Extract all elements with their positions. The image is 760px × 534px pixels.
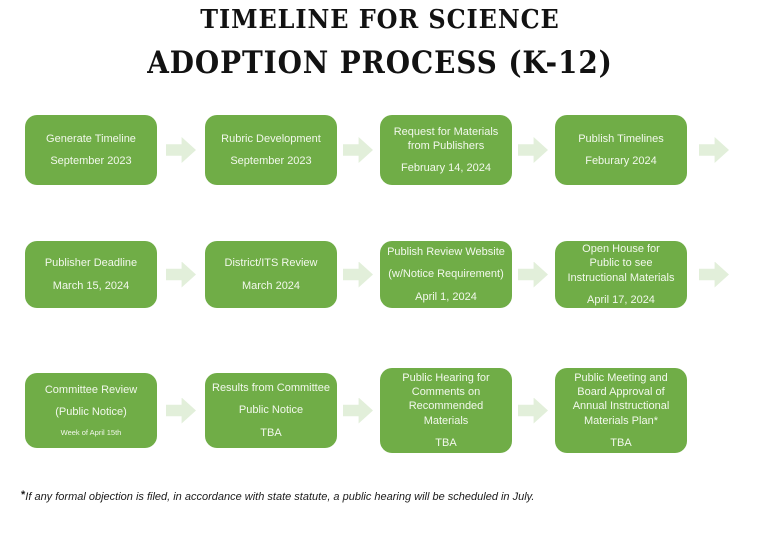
arrow-right-icon — [518, 398, 548, 424]
arrow-right-icon — [166, 398, 196, 424]
step-label: Generate Timeline — [46, 132, 136, 145]
step-label: Results from Committee — [212, 382, 330, 395]
arrow-right-icon — [518, 262, 548, 288]
step-sublabel: (Public Notice) — [55, 406, 127, 419]
step-date: Feburary 2024 — [585, 155, 657, 167]
step-results-from-committee — [205, 373, 337, 448]
step-request-materials — [380, 115, 512, 185]
step-label: District/ITS Review — [224, 257, 318, 270]
step-date: February 14, 2024 — [401, 162, 491, 175]
footnote — [21, 489, 534, 503]
step-board-approval — [555, 368, 687, 453]
footnote-asterisk: * — [21, 489, 26, 501]
step-district-its-review — [205, 241, 337, 308]
step-sublabel: (w/Notice Requirement) — [388, 268, 504, 281]
arrow-right-icon — [166, 262, 196, 288]
step-date: TBA — [260, 426, 282, 439]
step-label: Open House for Public to see Instructional Materials — [567, 242, 675, 284]
step-committee-review — [25, 373, 157, 448]
step-publish-timelines — [555, 115, 687, 185]
page-title — [0, 4, 760, 82]
arrow-right-icon — [343, 137, 373, 163]
step-date: March 15, 2024 — [52, 279, 130, 292]
title-line-1: TIMELINE FOR SCIENCE — [200, 5, 560, 35]
step-label: Rubric Development — [221, 132, 321, 145]
step-date: September 2023 — [230, 155, 312, 167]
step-rubric-development — [205, 115, 337, 185]
timeline-row-3 — [0, 368, 760, 453]
arrow-right-icon — [699, 137, 729, 163]
arrow-right-icon — [166, 137, 196, 163]
arrow-right-icon — [518, 137, 548, 163]
step-date: September 2023 — [50, 155, 132, 167]
step-label: Public Meeting and Board Approval of Annual Instructional Materials Plan* — [572, 371, 670, 427]
step-label: Publish Review Website — [387, 246, 505, 259]
timeline-row-2 — [0, 241, 760, 308]
arrow-right-icon — [343, 398, 373, 424]
step-label: Public Hearing for Comments on Recommended Materials — [402, 371, 490, 427]
step-label: Request for Materials from Publishers — [393, 125, 499, 152]
step-date: TBA — [610, 436, 632, 449]
step-open-house — [555, 241, 687, 308]
step-sublabel: Public Notice — [238, 404, 304, 417]
step-label: Committee Review — [44, 383, 138, 396]
step-date: April 1, 2024 — [415, 290, 477, 303]
arrow-right-icon — [343, 262, 373, 288]
step-public-hearing — [380, 368, 512, 453]
arrow-right-icon — [699, 262, 729, 288]
step-date: April 17, 2024 — [587, 293, 655, 306]
step-label: Publisher Deadline — [44, 257, 138, 270]
timeline-row-1 — [0, 115, 760, 185]
footnote-text: If any formal objection is filed, in accordance with state statute, a public hearing will be scheduled in July. — [25, 491, 535, 503]
step-publish-review-website — [380, 241, 512, 308]
step-date: TBA — [435, 436, 457, 449]
step-generate-timeline — [25, 115, 157, 185]
step-date: Week of April 15th — [60, 428, 122, 438]
step-label: Publish Timelines — [578, 132, 664, 145]
step-publisher-deadline — [25, 241, 157, 308]
title-line-2: ADOPTION PROCESS (K-12) — [147, 44, 613, 81]
step-date: March 2024 — [241, 279, 301, 292]
